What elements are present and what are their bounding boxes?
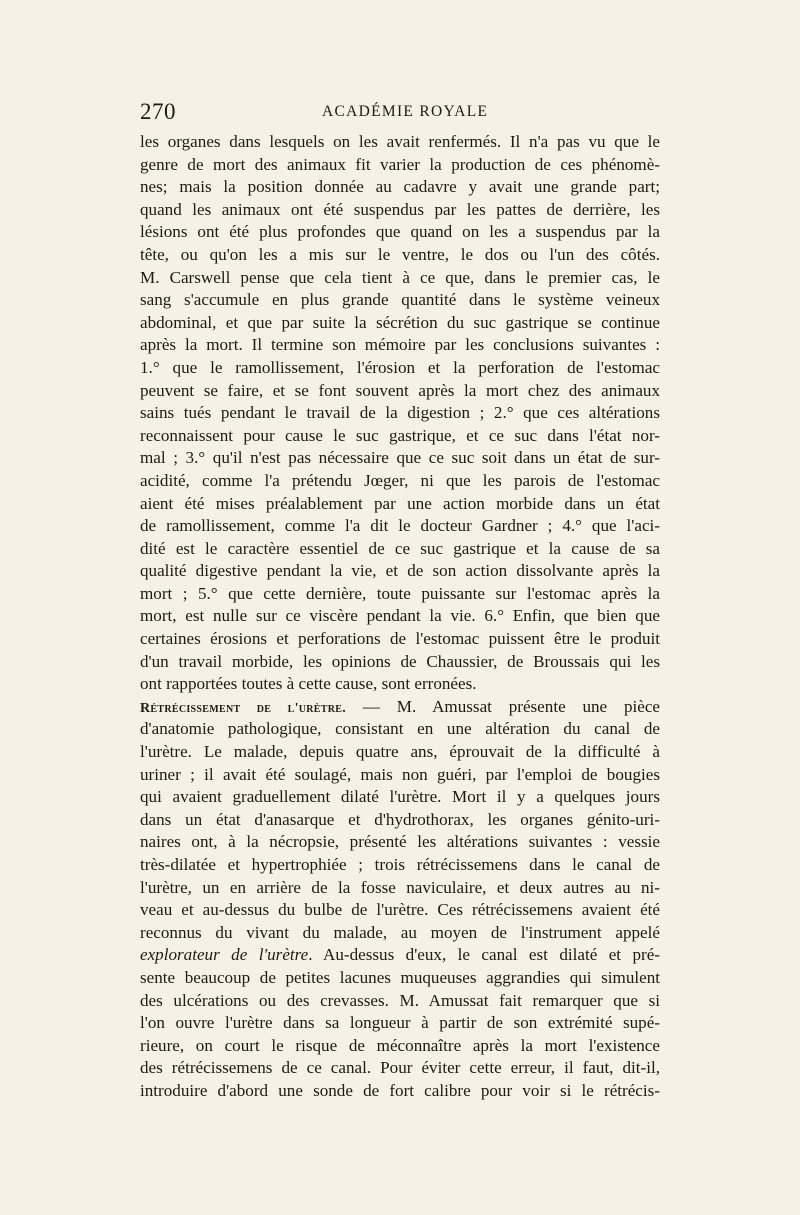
text-line: M. Carswell pense que cela tient à ce que, dans le premier cas, le bbox=[140, 267, 660, 287]
text-line: ont rapportées toutes à cette cause, sont erronées. bbox=[140, 674, 477, 694]
text-line: sains tués pendant le travail de la digestion ; 2.° que ces altérations bbox=[140, 403, 660, 423]
body-text bbox=[140, 131, 660, 1103]
text-line: de ramollissement, comme l'a dit le docteur Gardner ; 4.° que l'aci- bbox=[140, 516, 660, 536]
text-line: reconnaissent pour cause le suc gastrique, et ce suc dans l'état nor- bbox=[140, 425, 660, 445]
text-line: quand les animaux ont été suspendus par les pattes de derrière, les bbox=[140, 199, 660, 219]
text-line: acidité, comme l'a prétendu Jœger, ni que les parois de l'estomac bbox=[140, 470, 660, 490]
text-line: lésions ont été plus profondes que quand on les a suspendus par la bbox=[140, 222, 660, 242]
text-line: abdominal, et que par suite la sécrétion du suc gastrique se continue bbox=[140, 312, 660, 332]
text-line: l'urètre, un en arrière de la fosse naviculaire, et deux autres au ni- bbox=[140, 877, 660, 897]
text-line: des ulcérations ou des crevasses. M. Amussat fait remarquer que si bbox=[140, 990, 660, 1010]
section-first-line-text: — M. Amussat présente une pièce bbox=[346, 696, 661, 716]
text-line: des rétrécissemens de ce canal. Pour éviter cette erreur, il faut, dit-il, bbox=[140, 1058, 660, 1078]
text-line: certaines érosions et perforations de l'estomac puissent être le produit bbox=[140, 629, 660, 649]
text-line: sang s'accumule en plus grande quantité dans le système veineux bbox=[140, 290, 660, 310]
text-line: l'on ouvre l'urètre dans sa longueur à partir de son extrémité supé- bbox=[140, 1013, 660, 1033]
text-line: après la mort. Il termine son mémoire par les conclusions suivantes : bbox=[140, 335, 660, 355]
text-line: rieure, on court le risque de méconnaître après la mort l'existence bbox=[140, 1035, 660, 1055]
text-line: qui avaient graduellement dilaté l'urètre. Mort il y a quelques jours bbox=[140, 787, 660, 807]
text-line: dité est le caractère essentiel de ce suc gastrique et la cause de sa bbox=[140, 538, 660, 558]
text-line: sente beaucoup de petites lacunes muqueuses aggrandies qui simulent bbox=[140, 967, 660, 987]
text-line: d'un travail morbide, les opinions de Chaussier, de Broussais qui les bbox=[140, 651, 660, 671]
italic-line-text: . Au-dessus d'eux, le canal est dilaté et pré- bbox=[308, 945, 660, 965]
text-line: veau et au-dessus du bulbe de l'urètre. Ces rétrécissemens avaient été bbox=[140, 900, 660, 920]
text-line: mort, est nulle sur ce viscère pendant la vie. 6.° Enfin, que bien que bbox=[140, 606, 660, 626]
text-line: d'anatomie pathologique, consistant en une altération du canal de bbox=[140, 719, 660, 739]
text-line: mort ; 5.° que cette dernière, toute puissante sur l'estomac après la bbox=[140, 583, 660, 603]
section-first-line bbox=[140, 696, 660, 719]
text-line: 1.° que le ramollissement, l'érosion et la perforation de l'estomac bbox=[140, 357, 660, 377]
italic-term-line bbox=[140, 944, 660, 967]
text-line: aient été mises préalablement par une action morbide dans un état bbox=[140, 493, 660, 513]
page-number: 270 bbox=[140, 99, 176, 124]
text-line: très-dilatée et hypertrophiée ; trois rétrécissemens dans le canal de bbox=[140, 855, 660, 874]
text-line: qualité digestive pendant la vie, et de son action dissolvante après la bbox=[140, 561, 660, 581]
running-title: ACADÉMIE ROYALE bbox=[322, 103, 489, 120]
text-line: nes; mais la position donnée au cadavre y avait une grande part; bbox=[140, 177, 660, 197]
text-line: mal ; 3.° qu'il n'est pas nécessaire que ce suc soit dans un état de sur- bbox=[140, 448, 660, 468]
section-heading: Rétrécissement de l'urètre. bbox=[140, 700, 347, 716]
text-line: uriner ; il avait été soulagé, mais non guéri, par l'emploi de bougies bbox=[140, 764, 660, 784]
text-line: introduire d'abord une sonde de fort calibre pour voir si le rétrécis- bbox=[140, 1080, 660, 1100]
text-line: tête, ou qu'on les a mis sur le ventre, le dos ou l'un des côtés. bbox=[140, 244, 660, 264]
text-line: naires ont, à la nécropsie, présenté les altérations suivantes : vessie bbox=[140, 832, 660, 852]
running-head bbox=[140, 99, 660, 129]
text-line: peuvent se faire, et se font souvent après la mort chez des animaux bbox=[140, 380, 660, 400]
text-line: reconnus du vivant du malade, au moyen de l'instrument appelé bbox=[140, 922, 660, 942]
text-line: genre de mort des animaux fit varier la production de ces phénomè- bbox=[140, 154, 660, 174]
text-line: les organes dans lesquels on les avait renfermés. Il n'a pas vu que le bbox=[140, 132, 660, 151]
text-line: dans un état d'anasarque et d'hydrothorax, les organes génito-uri- bbox=[140, 809, 660, 829]
text-line: l'urètre. Le malade, depuis quatre ans, éprouvait de la difficulté à bbox=[140, 742, 660, 762]
italic-term: explorateur de l'urètre bbox=[140, 945, 309, 965]
